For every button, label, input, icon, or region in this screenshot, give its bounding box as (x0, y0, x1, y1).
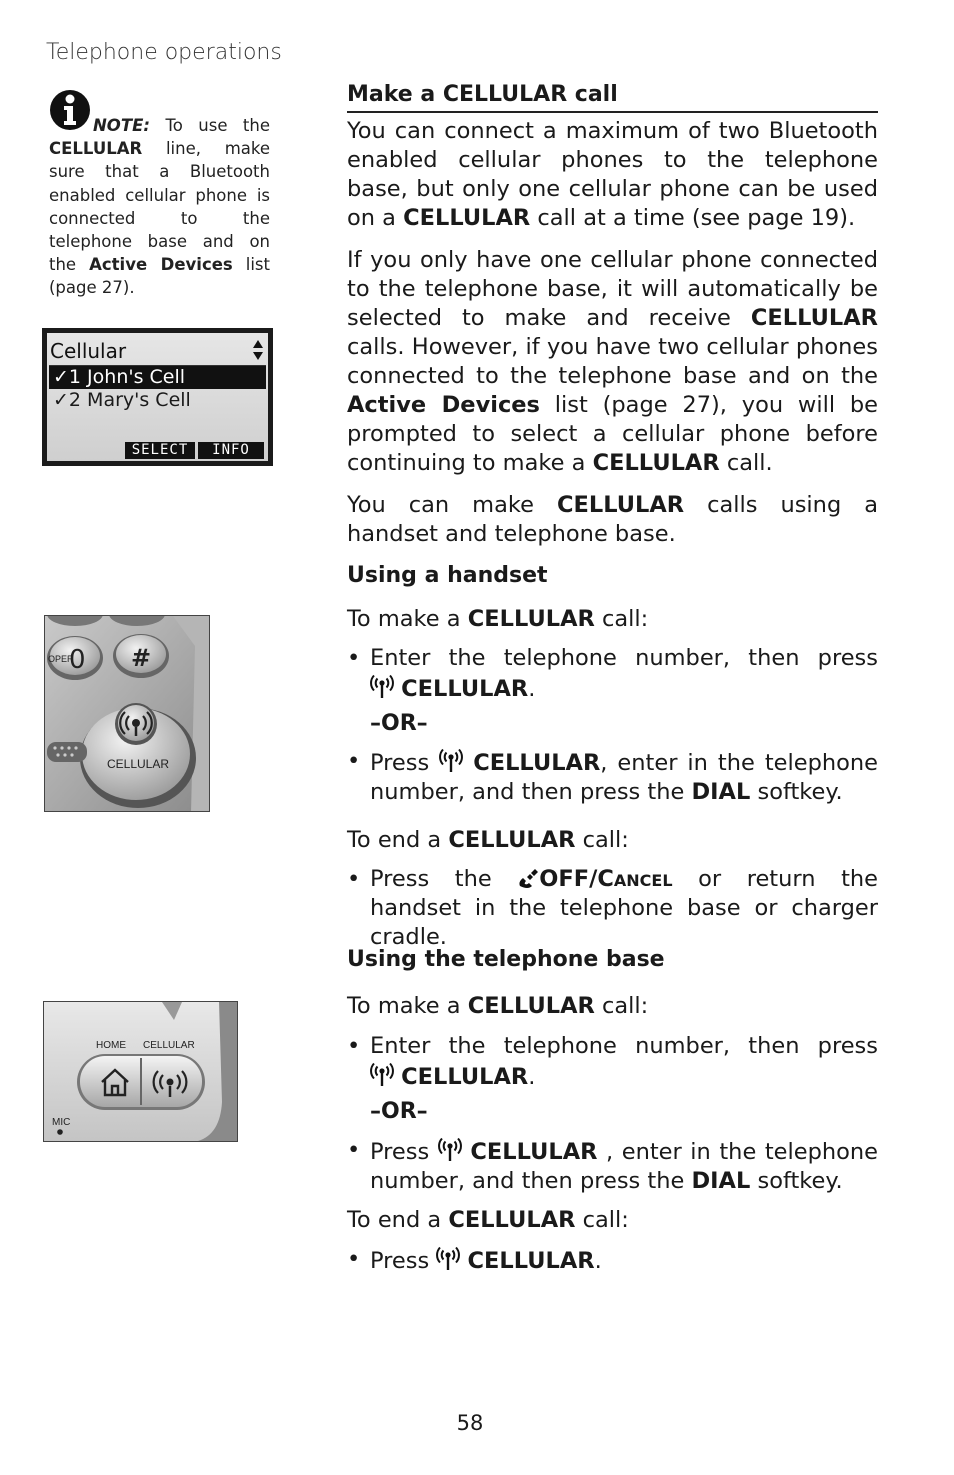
home-label: HOME (96, 1040, 126, 1051)
handset-illustration (45, 616, 210, 812)
handset-end-line: To end a CELLULAR call: (347, 827, 629, 853)
paragraph-2: If you only have one cellular phone connected to the telephone base, it will automatically be selected to make and receive CELLULAR calls. However, if you have two cellular phones connected to the telephone base and on the Active Devices list (page 27), you will be prompted to select a cellular phone before continuing to make a CELLULAR call. (347, 247, 878, 476)
cellular-icon (370, 1061, 394, 1087)
cellular-icon (439, 747, 463, 773)
running-header: Telephone operations (46, 40, 282, 65)
telephone-base-image (43, 1001, 238, 1142)
or-divider: –OR– (370, 711, 428, 736)
heading-using-base: Using the telephone base (347, 947, 665, 972)
lcd-row-selected: ✓1 John's Cell (49, 366, 266, 389)
hash-key-label: # (131, 644, 152, 672)
cellular-key-label: CELLULAR (107, 757, 170, 771)
off-cancel-icon (517, 867, 539, 889)
note-box: NOTE: To use the CELLULAR line, make sure that a Bluetooth enabled cellular phone is connected to the telephone base and on the Active Devices list (page 27). (49, 116, 270, 298)
handset-make-line: To make a CELLULAR call: (347, 606, 649, 632)
page-number: 58 (456, 1411, 484, 1435)
handset-keypad-image (44, 615, 210, 812)
section-title: Make a CELLULAR call (347, 82, 878, 113)
lcd-title: Cellular (50, 339, 127, 363)
paragraph-3: You can make CELLULAR calls using a handset and telephone base. (347, 492, 879, 547)
softkey-select: SELECT (125, 442, 195, 459)
or-divider: –OR– (370, 1099, 428, 1124)
base-bullet-2: • Press CELLULAR , enter in the telephone number, and then press the DIAL softkey. (347, 1137, 879, 1194)
base-make-line: To make a CELLULAR call: (347, 993, 649, 1019)
cellular-icon (436, 1245, 460, 1271)
lcd-screen-image (42, 328, 273, 466)
cellular-icon (438, 1136, 462, 1162)
handset-bullet-1: • Enter the telephone number, then press CELLULAR. (347, 645, 878, 702)
base-bullet-3: • Press CELLULAR. (347, 1246, 602, 1274)
lcd-row: ✓2 Mary's Cell (53, 389, 191, 411)
base-bullet-1: • Enter the telephone number, then press CELLULAR. (347, 1033, 878, 1090)
note-label: NOTE: (93, 116, 150, 135)
cellular-icon (370, 673, 394, 699)
zero-key-label: 0 (69, 645, 86, 675)
paragraph-1: You can connect a maximum of two Bluetooth enabled cellular phones to the telephone base, but only one cellular phone can be used on a CELLULAR call at a time (see page 19). (347, 118, 878, 231)
oper-label: OPER (48, 654, 74, 664)
heading-using-handset: Using a handset (347, 563, 548, 588)
softkey-info: INFO (198, 442, 264, 459)
cellular-label: CELLULAR (143, 1040, 195, 1051)
handset-bullet-2: • Press CELLULAR, enter in the telephone number, and then press the DIAL softkey. (347, 748, 878, 805)
base-illustration (44, 1002, 238, 1142)
handset-bullet-3: • Press the OFF/Cancel or return the handset in the telephone base or charger cradle. (347, 866, 879, 950)
scroll-arrows-icon (252, 339, 264, 361)
mic-label: MIC (52, 1117, 71, 1128)
base-end-line: To end a CELLULAR call: (347, 1207, 629, 1233)
